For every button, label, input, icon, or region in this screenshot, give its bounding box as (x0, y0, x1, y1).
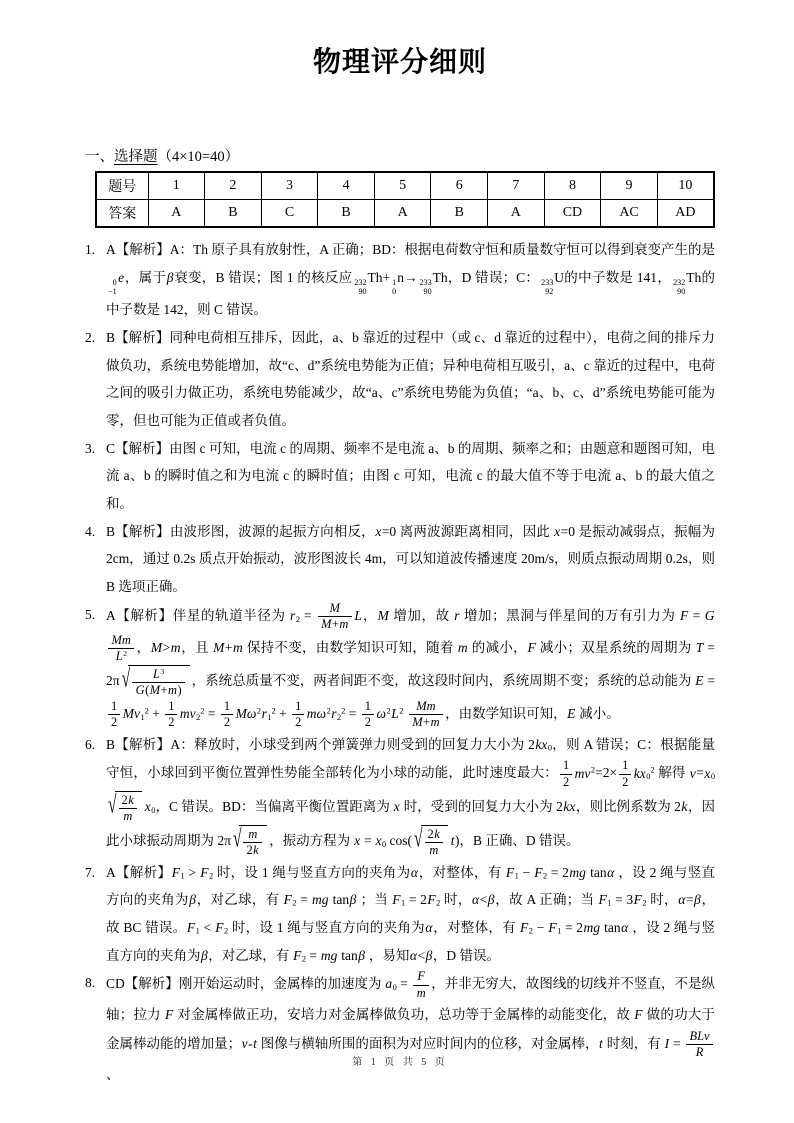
question-number-cell: 4 (318, 172, 375, 200)
question-number-cell: 3 (261, 172, 318, 200)
answer-table (95, 171, 715, 228)
item-content: CD【解析】刚开始运动时，金属棒的加速度为 $a_0$ = $\frac{F}{m}$ ，并非无穷大，故图线的切线并不竖直，不是纵轴；拉力 F 对金属棒做正功，安培力对金属棒做负功，总功等于金属棒的动能变化，故 F 做的功大于金属棒动能的增加量；v-t 图像与横轴所围的面积为对应时间内的位移，对金属棒，t 时刻，有 I = $\frac{\text{BLv}}{R}$ 、 (106, 969, 716, 1082)
solution-item-1 (85, 236, 715, 324)
item-number: 6. (85, 736, 96, 752)
answer-cell: B (318, 200, 375, 228)
section-number: 一、 (85, 149, 114, 166)
answer-cell: AD (657, 200, 714, 228)
answer-cell: CD (544, 200, 601, 228)
section-heading (85, 146, 715, 168)
item-number: 2. (85, 329, 96, 345)
question-number-cell: 1 (148, 172, 205, 200)
answer-cell: AC (601, 200, 658, 228)
question-number-cell: 8 (544, 172, 601, 200)
item-number: 7. (85, 864, 96, 880)
answer-cell: C (261, 200, 318, 228)
question-number-cell: 5 (374, 172, 431, 200)
page-title: 物理评分细则 (312, 46, 487, 77)
item-number: 1. (85, 242, 96, 258)
answer-cell: A (374, 200, 431, 228)
question-number-cell: 9 (601, 172, 658, 200)
item-content: A【解析】伴星的轨道半径为 $r_2$ = $\frac{M}{M+m}$ L，M 增加，故 r 增加；黑洞与伴星间的万有引力为 F = G $\frac{Mm}{L^2}$ ，M>m，且 M+m 保持不变，由数学知识可知，随着 m 的减小，F 减小；双星系统的周期为 T = 2π √ $\frac{L^3}{G(M+m)}$ ，系统总质量不变，两者间距不变，故这段时间内，系统周期不变；系统的总动能为 E = $\frac{1}{2}$ $Mv_1^2$ + $\frac{1}{2}$ $mv_2^2$ = $\frac{1}{2}$ $M\omega^2r_1^2$ + $\frac{1}{2}$ $m\omega^2r_2^2$ = $\frac{1}{2}$ $\omega^2L^2$ $\frac{Mm}{M+m}$ ，由数学知识可知，E 减小。 (106, 600, 716, 730)
solution-item-3 (85, 435, 715, 518)
section-title: 选择题 (114, 149, 158, 166)
question-number-row (96, 172, 714, 200)
item-content: A【解析】A：Th 原子具有放射性，A 正确；BD：根据电荷数守恒和质量数守恒可以得到衰变产生的是 0 −1 e，属于β衰变，B 错误；图 1 的核反应 232 90 Th+ 1 0 n→ 233 90 Th，D 错误；C： 233 92 U的中子数是 141， 232 90 Th的中子数是 142，则 C 错误。 (106, 242, 716, 318)
answer-row (96, 200, 714, 228)
section-points: （4×10=40） (157, 149, 240, 166)
solution-item-7 (85, 859, 715, 970)
question-number-cell: 7 (488, 172, 545, 200)
solution-item-2 (85, 324, 715, 435)
item-content: A【解析】$F_1 > F_2$ 时，设 1 绳与竖直方向的夹角为α，对整体，有 $F_1 - F_2 = 2mg$ tanα ，设 2 绳与竖直方向的夹角为β，对乙球，有 $F_2$ = mg tanβ ；当 $F_1 = 2F_2$ 时，α<β，故 A 正确；当 $F_1 = 3F_2$ 时，α=β，故 BC 错误。$F_1 < F_2$ 时，设 1 绳与竖直方向的夹角为α，对整体，有 $F_2 - F_1 = 2mg$ tanα ，设 2 绳与竖直方向的夹角为β，对乙球，有 $F_2$ = mg tanβ ，易知α<β，D 错误。 (106, 864, 716, 964)
answer-cell: A (148, 200, 205, 228)
answer-header: 答案 (96, 200, 148, 228)
question-number-cell: 2 (205, 172, 262, 200)
item-content: C【解析】由图 c 可知，电流 c 的周期、频率不是电流 a、b 的周期、频率之和；由题意和题图可知，电流 a、b 的瞬时值之和为电流 c 的瞬时值；由图 c 可知，电流 c 的最大值不等于电流 a、b 的最大值之和。 (106, 440, 715, 511)
item-number: 3. (85, 440, 96, 456)
answer-cell: A (488, 200, 545, 228)
solution-item-6 (85, 731, 715, 859)
page-footer: 第 1 页 共 5 页 (352, 1057, 448, 1068)
solution-list (85, 236, 715, 1088)
item-number: 5. (85, 606, 96, 622)
answer-cell: B (431, 200, 488, 228)
solution-item-5 (85, 601, 715, 731)
question-number-header: 题号 (96, 172, 148, 200)
item-content: B【解析】A：释放时，小球受到两个弹簧弹力则受到的回复力大小为 $2kx_0$，则 A 错误；C：根据能量守恒，小球回到平衡位置弹性势能全部转化为小球的动能，此时速度最大： $\frac{1}{2}$ $mv^2=2\times$ $\frac{1}{2}$ $kx_0^2$ 解得 $v=x_0$ √ $\frac{2k}{m}$ $x_0$，C 错误。BD：当偏离平衡位置距离为 x 时，受到的回复力大小为 2kx，则比例系数为 2k，因此小球振动周期为 2π √ $\frac{m}{2k}$ ，振动方程为 $x = x_0$ cos( √ $\frac{2k}{m}$ t)，B 正确、D 错误。 (106, 736, 716, 858)
question-number-cell: 6 (431, 172, 488, 200)
solution-item-8 (85, 969, 715, 1088)
item-content: B【解析】由波形图，波源的起振方向相反，x=0 离两波源距离相同，因此 x=0 是振动减弱点，振幅为 2cm，通过 0.2s 质点开始振动，波形图波长 4m，可以知道波传播速度 20m/s，则质点振动周期 0.2s，则 B 选项正确。 (106, 523, 715, 594)
question-number-cell: 10 (657, 172, 714, 200)
item-number: 8. (85, 975, 96, 991)
item-content: B【解析】同种电荷相互排斥，因此，a、b 靠近的过程中（或 c、d 靠近的过程中），电荷之间的排斥力做负功，系统电势能增加，故“c、d”系统电势能为正值；异种电荷相互吸引，a、c 靠近的过程中，电荷之间的吸引力做正功，系统电势能减少，故“a、c”系统电势能为负值；“a、b、c、d”系统电势能可能为零，但也可能为正值或者负值。 (106, 329, 715, 428)
answer-cell: B (205, 200, 262, 228)
item-number: 4. (85, 523, 96, 539)
solution-item-4 (85, 518, 715, 601)
